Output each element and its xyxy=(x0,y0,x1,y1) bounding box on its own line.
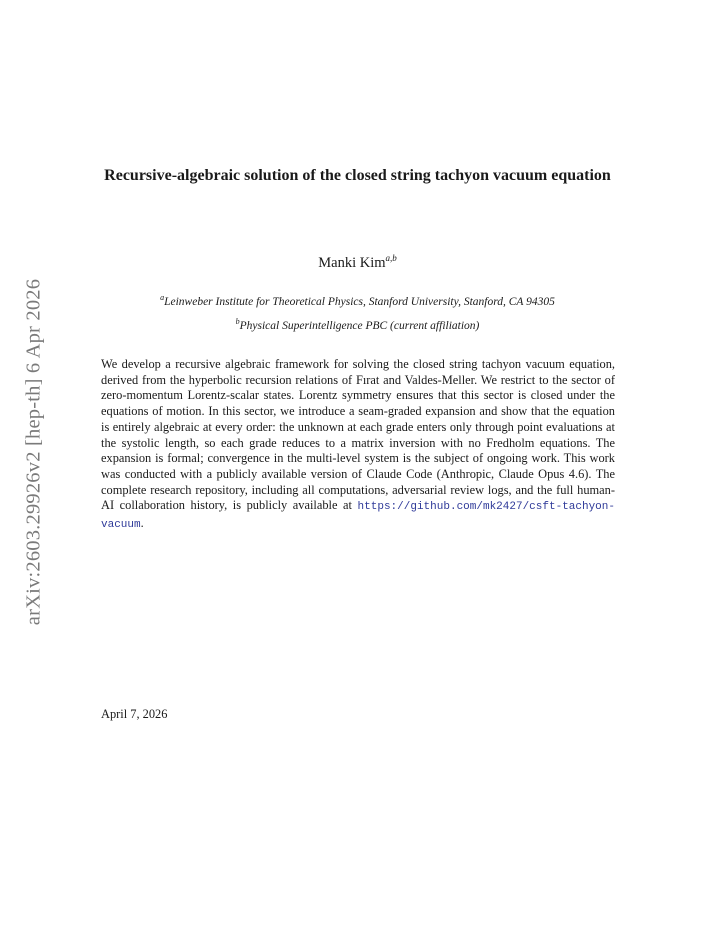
abstract-end: . xyxy=(140,516,144,531)
affiliation-b-text: Physical Superintelligence PBC (current affiliation) xyxy=(239,319,480,332)
affiliation-a-mark: a xyxy=(160,293,165,302)
paper-title: Recursive-algebraic solution of the closed string tachyon vacuum equation xyxy=(104,167,611,184)
abstract xyxy=(101,357,615,534)
affiliation-a-text: Leinweber Institute for Theoretical Physics, Stanford University, Stanford, CA 94305 xyxy=(164,295,555,308)
affiliation-b-mark: b xyxy=(235,317,240,326)
affiliation-b xyxy=(90,317,625,332)
author-name: Manki Kim xyxy=(318,254,386,271)
paper-date: April 7, 2026 xyxy=(101,707,168,721)
arxiv-identifier-stamp: arXiv:2603.29926v2 [hep-th] 6 Apr 2026 xyxy=(22,278,45,626)
affiliation-a xyxy=(90,293,625,308)
author-line xyxy=(100,253,615,272)
repository-link[interactable]: https://github.com/mk2427/csft-tachyon-vacuum xyxy=(101,501,615,532)
abstract-text: We develop a recursive algebraic framework for solving the closed string tachyon vacuum equation, derived from the hyperbolic recursion relations of Fırat and Valdes-Meller. We restrict to the sector of zero-momentum Lorentz-scalar states. Lorentz symmetry ensures that this sector is closed under the equations of motion. In this sector, we introduce a seam-graded expansion and show that the equation is entirely algebraic at every order: the unknown at each grade enters only through point evaluations at the systolic length, so each grade reduces to a matrix inversion with no Fredholm equations. The expansion is formal; convergence in the multi-level system is the subject of ongoing work. This work was conducted with a publicly available version of Claude Code (Anthropic, Claude Opus 4.6). The complete research repository, including all computations, adversarial review logs, and the full human-AI collaboration history, is publicly available at xyxy=(101,357,615,513)
author-affiliation-marks: a,b xyxy=(385,253,397,263)
